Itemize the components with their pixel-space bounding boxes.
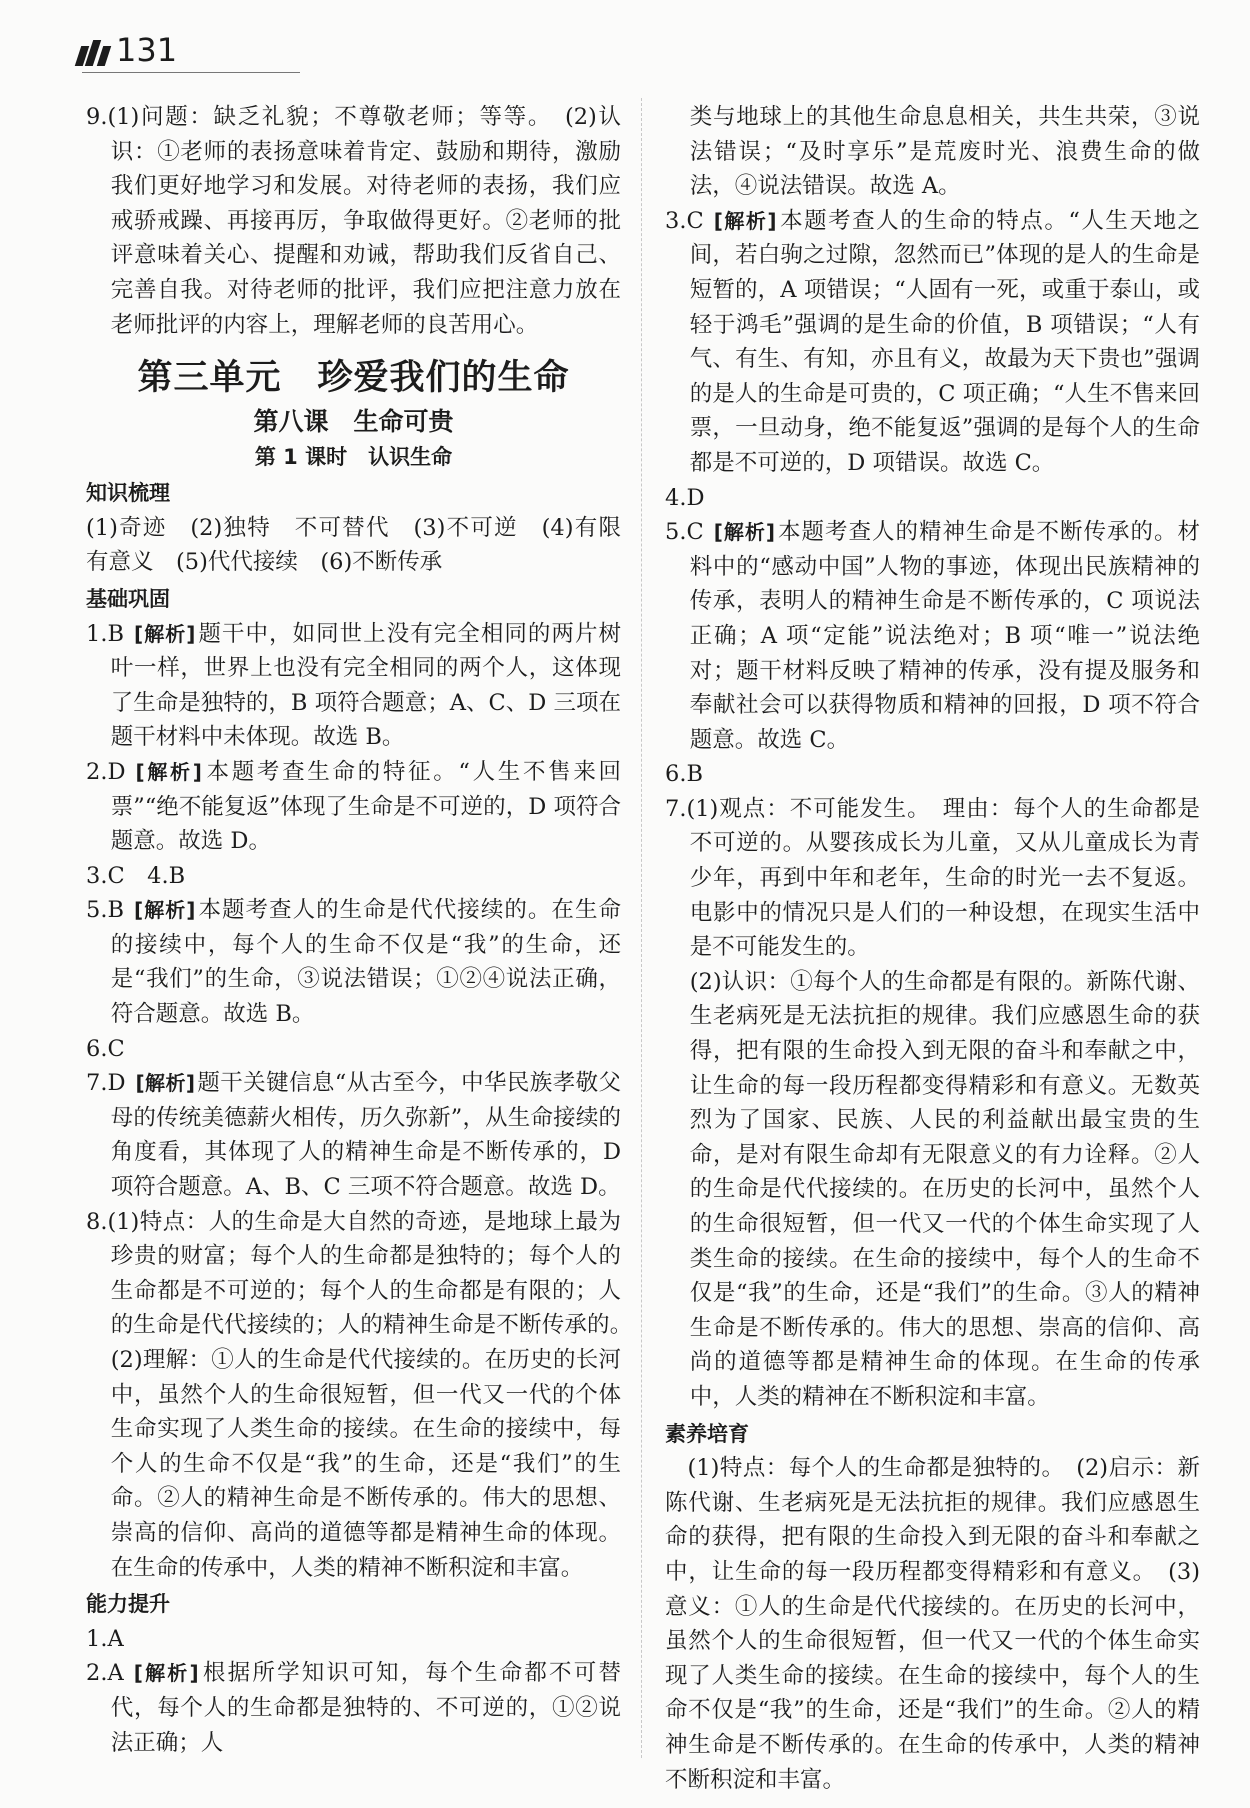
answer-text: 题干中，如同世上没有完全相同的两片树叶一样，世界上也没有完全相同的两个人，这体现了生命是独特的，B 项符合题意；A、C、D 三项在题干材料中未体现。故选 B。 [110, 620, 621, 751]
section-basic: 基础巩固 [86, 586, 170, 611]
answer-9: 9.(1)问题：缺乏礼貌；不尊敬老师；等等。 (2)认识：①老师的表扬意味着肯定、鼓励和期待，激励我们更好地学习和发展。对待老师的表扬，我们应戒骄戒躁、再接再厉，争取做得更好。②老师的批评意味着关心、提醒和劝诫，帮助我们反省自己、完善自我。对待老师的批评，我们应把注意力放在老师批评的内容上，理解老师的良苦用心。 [86, 104, 621, 338]
analysis-tag: [解析] [135, 1071, 195, 1096]
analysis-tag: [解析] [134, 621, 196, 646]
ability-answer-2 [86, 1656, 621, 1760]
answer-number: 5.C [665, 519, 704, 546]
page-number: 131 [116, 31, 178, 69]
answer-text: 本题考查人的精神生命是不断传承的。材料中的“感动中国”人物的事迹，体现出民族精神的传承，表明人的精神生命是不断传承的，C 项说法正确；A 项“定能”说法绝对；B 项“唯一”说法绝对；题干材料反映了精神的传承，没有提及服务和奉献社会可以获得物质和精神的回报，D 项不符合题意。故选 C。 [689, 519, 1200, 753]
basic-answer-3-4: 3.C 4.B [86, 862, 186, 889]
period-title: 第 1 课时 认识生命 [254, 445, 453, 470]
right-column [665, 100, 1200, 1797]
basic-answer-6: 6.C [86, 1035, 125, 1062]
answer-text: 题干关键信息“从古至今，中华民族孝敬父母的传统美德薪火相传，历久弥新”，从生命接续的角度看，其体现了人的精神生命是不断传承的，D 项符合题意。A、B、C 三项不符合题意。故选 D。 [110, 1070, 621, 1201]
ability-answer-7-part2: (2)认识：①每个人的生命都是有限的。新陈代谢、生老病死是无法抗拒的规律。我们应感恩生命的获得，把有限的生命投入到无限的奋斗和奉献之中，让生命的每一段历程都变得精彩和有意义。无数英烈为了国家、民族、人民的利益献出最宝贵的生命，是对有限生命却有无限意义的有力诠释。②人的生命是代代接续的。在历史的长河中，虽然个人的生命很短暂，但一代又一代的个体生命实现了人类生命的接续。在生命的接续中，每个人的生命不仅是“我”的生命，还是“我们”的生命。③人的精神生命是不断传承的。伟大的思想、崇高的信仰、高尚的道德等都是精神生命的体现。在生命的传承中，人类的精神在不断积淀和丰富。 [689, 968, 1200, 1410]
analysis-tag: [解析] [135, 759, 202, 784]
answer-number: 2.D [86, 758, 126, 785]
basic-answer-7 [86, 1066, 621, 1204]
ability-answer-3 [665, 204, 1200, 481]
analysis-tag: [解析] [133, 1661, 199, 1686]
left-column [86, 100, 644, 1760]
analysis-tag: [解析] [713, 208, 777, 233]
page-header [78, 31, 178, 69]
unit-title: 第三单元 珍爱我们的生命 [137, 358, 570, 399]
ability-answer-6: 6.B [665, 761, 704, 788]
answer-text: 本题考查人的生命是代代接续的。在生命的接续中，每个人的生命不仅是“我”的生命，还是“我们”的生命，③说法错误；①②④说法正确，符合题意。故选 B。 [110, 897, 621, 1028]
answer-number: 7.D [86, 1070, 126, 1097]
section-ability: 能力提升 [86, 1592, 170, 1617]
basic-answer-1 [86, 617, 621, 755]
basic-answer-8: 8.(1)特点：人的生命是大自然的奇迹，是地球上最为珍贵的财富；每个人的生命都是独特的；每个人的生命都是不可逆的；每个人的生命都是有限的；人的生命是代代接续的；人的精神生命是不断传承的。 (2)理解：①人的生命是代代接续的。在历史的长河中，虽然个人的生命很短暂，但一代又一代的个体生命实现了人类生命的接续。在生命的接续中，每个人的生命不仅是“我”的生命，还是“我们”的生命。②人的精神生命是不断传承的。伟大的思想、崇高的信仰、高尚的道德等都是精神生命的体现。在生命的传承中，人类的精神不断积淀和丰富。 [86, 1208, 644, 1581]
section-literacy: 素养培育 [665, 1421, 749, 1446]
analysis-tag: [解析] [713, 520, 775, 545]
column-divider [641, 98, 642, 1758]
ability-answer-4: 4.D [665, 484, 705, 511]
answer-number: 2.A [86, 1660, 124, 1687]
answer-number: 3.C [665, 207, 704, 234]
ability-answer-2-continued: 类与地球上的其他生命息息相关，共生共荣，③说法错误；“及时享乐”是荒废时光、浪费生命的做法，④说法错误。故选 A。 [689, 104, 1200, 200]
bars-logo-icon [78, 36, 108, 66]
basic-answer-2 [86, 755, 621, 859]
answer-text: 本题考查人的生命的特点。“人生天地之间，若白驹之过隙，忽然而已”体现的是人的生命是短暂的，A 项错误；“人固有一死，或重于泰山，或轻于鸿毛”强调的是生命的价值，B 项错误；“人有气、有生、有知，亦且有义，故最为天下贵也”强调的是人的生命是可贵的，C 项正确；“人生不售来回票，一旦动身，绝不能复返”强调的是每个人的生命都是不可逆的，D 项错误。故选 C。 [689, 207, 1200, 476]
analysis-tag: [解析] [134, 898, 196, 923]
header-rule [82, 72, 300, 73]
lesson-title: 第八课 生命可贵 [253, 407, 454, 437]
section-knowledge: 知识梳理 [86, 481, 170, 506]
answer-number: 5.B [86, 897, 125, 924]
ability-answer-5 [665, 515, 1200, 757]
answer-number: 1.B [86, 620, 125, 647]
answer-text: 根据所学知识可知，每个生命都不可替代，每个人的生命都是独特的、不可逆的，①②说法正确；人 [110, 1660, 621, 1756]
ability-answer-7-part1: 7.(1)观点：不可能发生。 理由：每个人的生命都是不可逆的。从婴孩成长为儿童，又从儿童成长为青少年，再到中年和老年，生命的时光一去不复返。电影中的情况只是人们的一种设想，在现实生活中是不可能发生的。 [665, 795, 1200, 961]
knowledge-answers: (1)奇迹 (2)独特 不可替代 (3)不可逆 (4)有限 有意义 (5)代代接续 (6)不断传承 [86, 514, 644, 576]
literacy-answer: (1)特点：每个人的生命都是独特的。 (2)启示：新陈代谢、生老病死是无法抗拒的规律。我们应感恩生命的获得，把有限的生命投入到无限的奋斗和奉献之中，让生命的每一段历程都变得精彩和有意义。 (3)意义：①人的生命是代代接续的。在历史的长河中，虽然个人的生命很短暂，但一代又一代的个体生命实现了人类生命的接续。在生命的接续中，每个人的生命不仅是“我”的生命，还是“我们”的生命。②人的精神生命是不断传承的。在生命的传承中，人类的精神不断积淀和丰富。 [665, 1455, 1200, 1793]
ability-answer-1: 1.A [86, 1625, 124, 1652]
answer-text: 本题考查生命的特征。“人生不售来回票”“绝不能复返”体现了生命是不可逆的，D 项符合题意。故选 D。 [110, 758, 621, 855]
basic-answer-5 [86, 893, 621, 1031]
